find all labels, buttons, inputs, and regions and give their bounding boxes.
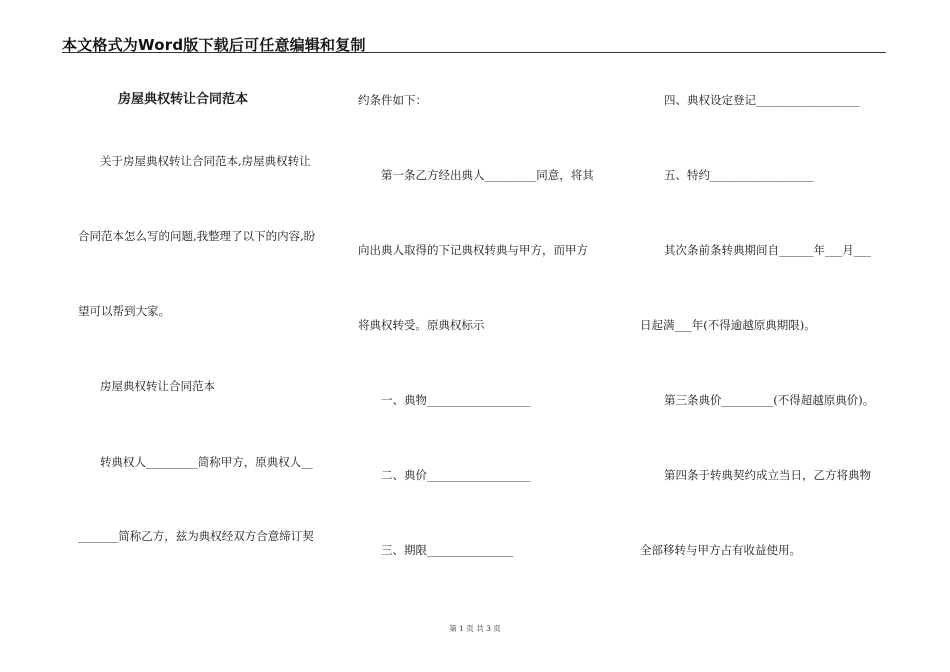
paragraph-line: 关于房屋典权转让合同范本,房屋典权转让 [100,154,311,168]
paragraph-line: 将典权转受。原典权标示 [358,318,485,332]
section-heading: 房屋典权转让合同范本 [100,379,215,393]
paragraph-line: 第一条乙方经出典人_________同意，将其 [381,168,594,182]
paragraph-line: 二、典价__________________ [381,468,531,482]
page-number: 第 1 页 共 3 页 [449,624,501,633]
paragraph-line: 一、典物__________________ [381,393,531,407]
paragraph-line: 其次条前条转典期间自______年___月___ [664,243,871,257]
document-title: 房屋典权转让合同范本 [118,92,249,107]
paragraph-line: 日起满___年(不得逾越原典期限)。 [640,318,816,332]
paragraph-line: 第三条典价_________(不得超越原典价)。 [664,393,875,407]
paragraph-line: 三、期限_______________ [381,543,514,557]
paragraph-line: 五、特约__________________ [664,168,814,182]
paragraph-line: 转典权人_________简称甲方，原典权人__ [100,455,313,469]
paragraph-line: 望可以帮到大家。 [78,304,170,318]
document-header: 本文格式为Word版下载后可任意编辑和复制 [62,36,366,54]
paragraph-line: 第四条于转典契约成立当日，乙方将典物 [664,468,871,482]
paragraph-line: 合同范本怎么写的问题,我整理了以下的内容,盼 [78,229,316,243]
paragraph-line: 约条件如下： [358,93,427,107]
paragraph-line: _______简称乙方，兹为典权经双方合意缔订契 [78,529,314,543]
paragraph-line: 向出典人取得的下记典权转典与甲方，而甲方 [358,243,588,257]
header-divider [62,52,886,53]
paragraph-line: 全部移转与甲方占有收益使用。 [640,543,801,557]
paragraph-line: 四、典权设定登记__________________ [664,93,860,107]
